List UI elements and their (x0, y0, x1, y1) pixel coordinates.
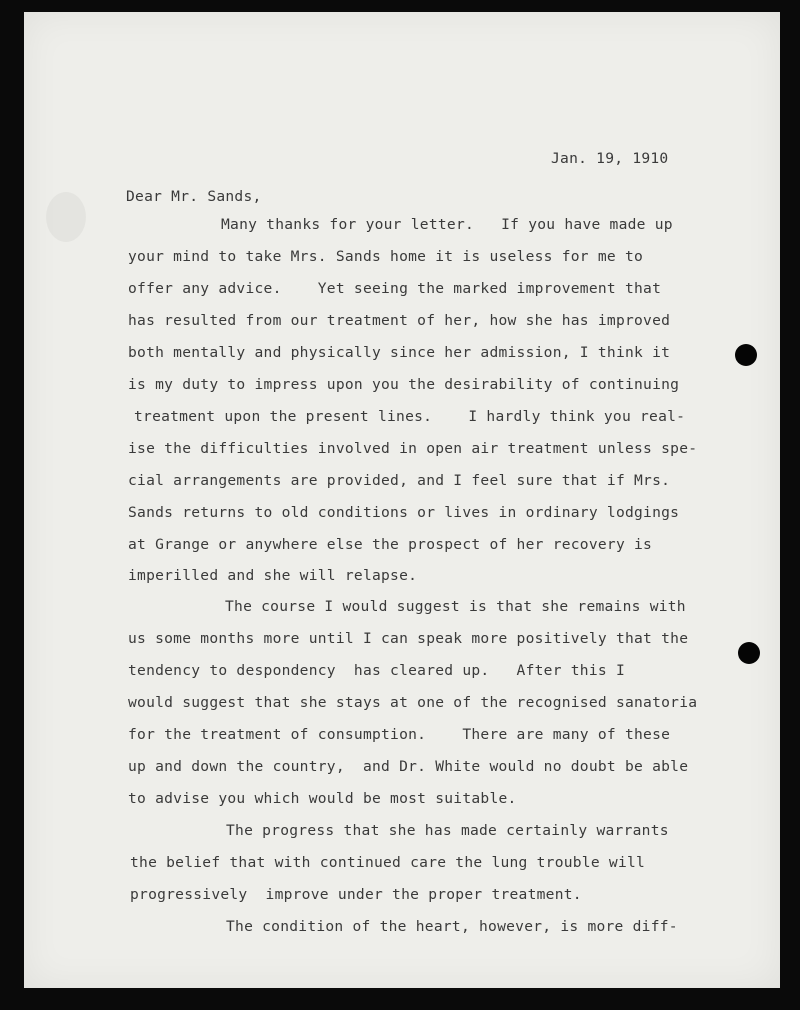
letter-line: imperilled and she will relapse. (128, 567, 418, 584)
letter-line: tendency to despondency has cleared up. After this I (128, 662, 625, 679)
letter-line: Many thanks for your letter. If you have made up (221, 216, 673, 233)
letter-line: The progress that she has made certainly warrants (226, 822, 669, 839)
letter-line: to advise you which would be most suitable. (128, 790, 517, 807)
letter-line: treatment upon the present lines. I hardly think you real- (134, 408, 686, 425)
punch-hole (738, 642, 760, 664)
letter-line: us some months more until I can speak more positively that the (128, 630, 689, 647)
punch-hole (735, 344, 757, 366)
letter-line: progressively improve under the proper treatment. (130, 886, 582, 903)
letter-salutation: Dear Mr. Sands, (126, 188, 262, 205)
letter-line: for the treatment of consumption. There are many of these (128, 726, 671, 743)
letter-line: both mentally and physically since her admission, I think it (128, 344, 671, 361)
letter-line: the belief that with continued care the lung trouble will (130, 854, 646, 871)
letter-date: Jan. 19, 1910 (551, 150, 669, 167)
letter-line: The course I would suggest is that she remains with (225, 598, 686, 615)
letter-line: has resulted from our treatment of her, how she has improved (128, 312, 671, 329)
paper-smudge (46, 192, 86, 242)
letter-line: would suggest that she stays at one of the recognised sanatoria (128, 694, 698, 711)
letter-line: at Grange or anywhere else the prospect of her recovery is (128, 536, 653, 553)
letter-line: Sands returns to old conditions or lives in ordinary lodgings (128, 504, 680, 521)
letter-line: cial arrangements are provided, and I feel sure that if Mrs. (128, 472, 671, 489)
letter-line: The condition of the heart, however, is more diff- (226, 918, 678, 935)
letter-line: is my duty to impress upon you the desirability of continuing (128, 376, 680, 393)
letter-line: your mind to take Mrs. Sands home it is useless for me to (128, 248, 644, 265)
letter-line: up and down the country, and Dr. White would no doubt be able (128, 758, 689, 775)
letter-line: ise the difficulties involved in open air treatment unless spe- (128, 440, 698, 457)
letter-page (24, 12, 780, 988)
letter-line: offer any advice. Yet seeing the marked improvement that (128, 280, 662, 297)
